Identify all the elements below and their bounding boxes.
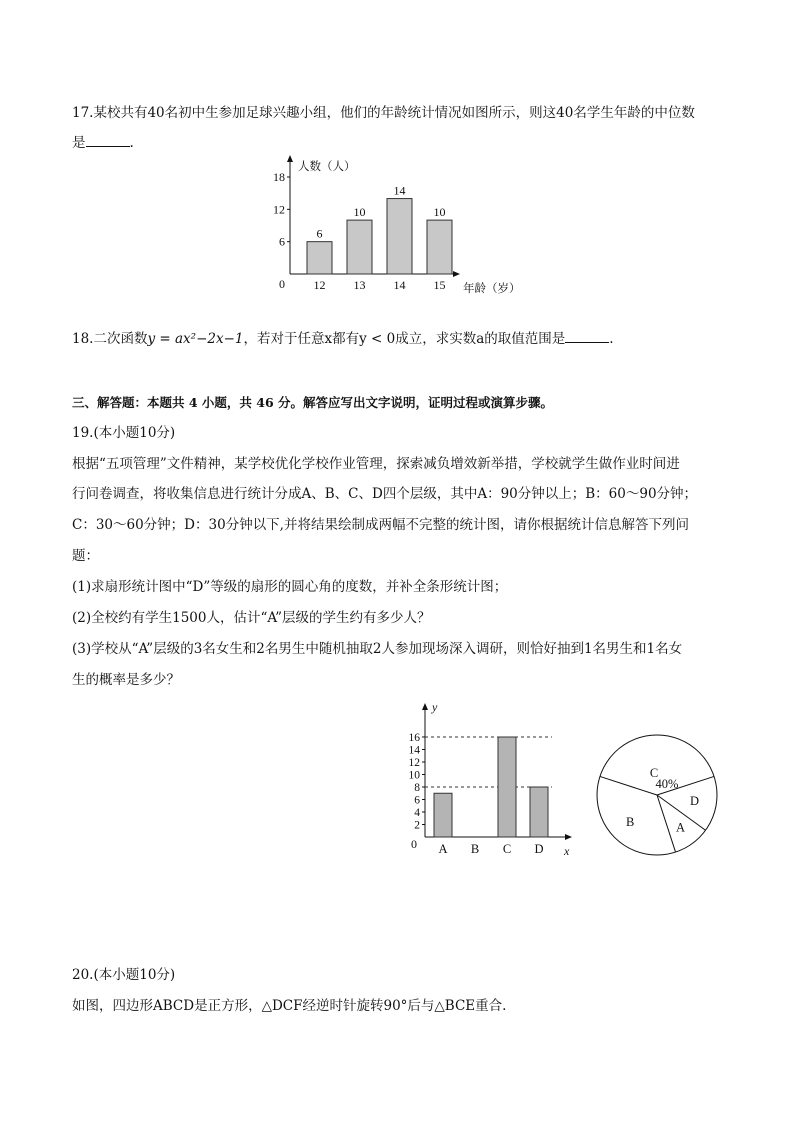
pie-slice-label: D (690, 793, 700, 808)
age-chart-y-arrow (287, 155, 293, 162)
level-chart-ytick-label: 8 (414, 782, 420, 794)
level-chart-category-label: C (502, 842, 512, 856)
level-chart-category-label: A (438, 842, 448, 856)
level-chart-y-label: y (432, 700, 438, 714)
level-chart-bar (434, 793, 452, 837)
q19-number: 19.(本小题10分) (72, 425, 176, 441)
q18-suffix: . (609, 331, 614, 347)
pie-slice-label: B (625, 814, 635, 829)
age-chart-data-label: 10 (353, 205, 366, 220)
level-chart-ytick-label: 2 (414, 819, 420, 832)
level-chart-ytick-label: 10 (408, 769, 420, 782)
q19-sub2: (2)全校约有学生1500人，估计“A”层级的学生约有多少人？ (72, 610, 431, 626)
age-chart-x-label: 年龄（岁） (463, 281, 521, 295)
level-chart-ytick-label: 14 (408, 744, 420, 757)
age-chart-data-label: 6 (316, 226, 323, 241)
pie-slice-label: A (675, 820, 686, 835)
age-chart-category-label: 13 (353, 278, 366, 292)
age-bar-chart (270, 155, 530, 300)
age-chart-bar (347, 220, 372, 274)
age-chart-ytick-label: 12 (273, 202, 285, 217)
level-chart-y-arrow (422, 703, 428, 710)
level-chart-x-label: x (564, 844, 570, 858)
age-chart-category-label: 15 (433, 278, 446, 292)
q18-middle: ，若对于任意x都有y < 0成立，求实数a的取值范围是 (243, 331, 566, 347)
q18-formula: y = ax²−2x−1 (147, 331, 244, 347)
level-chart-ytick-label: 4 (414, 807, 420, 819)
age-chart-x-arrow (453, 271, 460, 277)
q17-text-line2 (72, 134, 134, 152)
level-chart-ytick-label: 12 (408, 757, 420, 769)
q18-prefix: 18.二次函数 (72, 331, 148, 347)
level-chart-origin: 0 (411, 837, 417, 851)
q17-answer-blank[interactable] (86, 134, 130, 147)
q18-text (72, 330, 614, 348)
age-chart-ytick-label: 18 (273, 170, 285, 184)
age-chart-data-label: 10 (433, 205, 446, 220)
age-chart-bar (307, 242, 332, 274)
level-bar-chart (395, 698, 585, 863)
level-chart-ytick-label: 16 (408, 732, 420, 744)
q19-sub3-line2: 生的概率是多少？ (72, 672, 180, 688)
level-chart-category-label: D (534, 842, 544, 856)
level-chart-category-label: B (470, 842, 480, 856)
q17-suffix: . (129, 135, 134, 151)
q18-answer-blank[interactable] (565, 330, 609, 343)
level-pie-chart (597, 725, 717, 865)
q19-body-line3: C：30～60分钟；D：30分钟以下,并将结果绘制成两幅不完整的统计图，请你根据统计信息解答下列问 (72, 517, 689, 533)
q20-number: 20.(本小题10分) (72, 967, 176, 983)
age-chart-y-label: 人数（人） (298, 159, 356, 173)
level-chart-bar (498, 737, 516, 837)
q20-line1: 如图，四边形ABCD是正方形，△DCF经逆时针旋转90°后与△BCE重合. (72, 998, 507, 1014)
q19-body-line4: 题： (72, 548, 99, 564)
level-chart-ytick-label: 6 (414, 794, 420, 807)
q19-sub1: (1)求扇形统计图中“D”等级的扇形的圆心角的度数，并补全条形统计图； (72, 579, 508, 595)
age-chart-bar (387, 199, 412, 274)
age-chart-category-label: 12 (313, 278, 326, 292)
age-chart-ytick-label: 6 (279, 234, 285, 249)
level-chart-x-arrow (565, 834, 572, 840)
q17-prefix: 是 (72, 135, 86, 151)
age-chart-origin: 0 (279, 277, 285, 291)
section3-heading: 三、解答题：本题共 4 小题，共 46 分。解答应写出文字说明，证明过程或演算步骤。 (72, 395, 554, 410)
q19-body-line2: 行问卷调查，将收集信息进行统计分成A、B、C、D四个层级，其中A：90分钟以上；B：60～90分钟； (72, 486, 698, 502)
q19-body-line1: 根据“五项管理”文件精神，某学校优化学校作业管理，探索减负增效新举措，学校就学生做作业时间进 (72, 456, 680, 472)
pie-slice-label: C (649, 766, 659, 780)
level-chart-bar (530, 787, 548, 837)
q19-sub3-line1: (3)学校从“A”层级的3名女生和2名男生中随机抽取2人参加现场深入调研，则恰好抽到1名男生和1名女 (72, 641, 683, 657)
q17-text-line1: 17.某校共有40名初中生参加足球兴趣小组，他们的年龄统计情况如图所示，则这40名学生年龄的中位数 (72, 105, 695, 121)
pie-annotation: 40% (655, 777, 679, 791)
age-chart-category-label: 14 (393, 278, 406, 292)
age-chart-bar (427, 220, 452, 274)
age-chart-data-label: 14 (393, 183, 406, 198)
